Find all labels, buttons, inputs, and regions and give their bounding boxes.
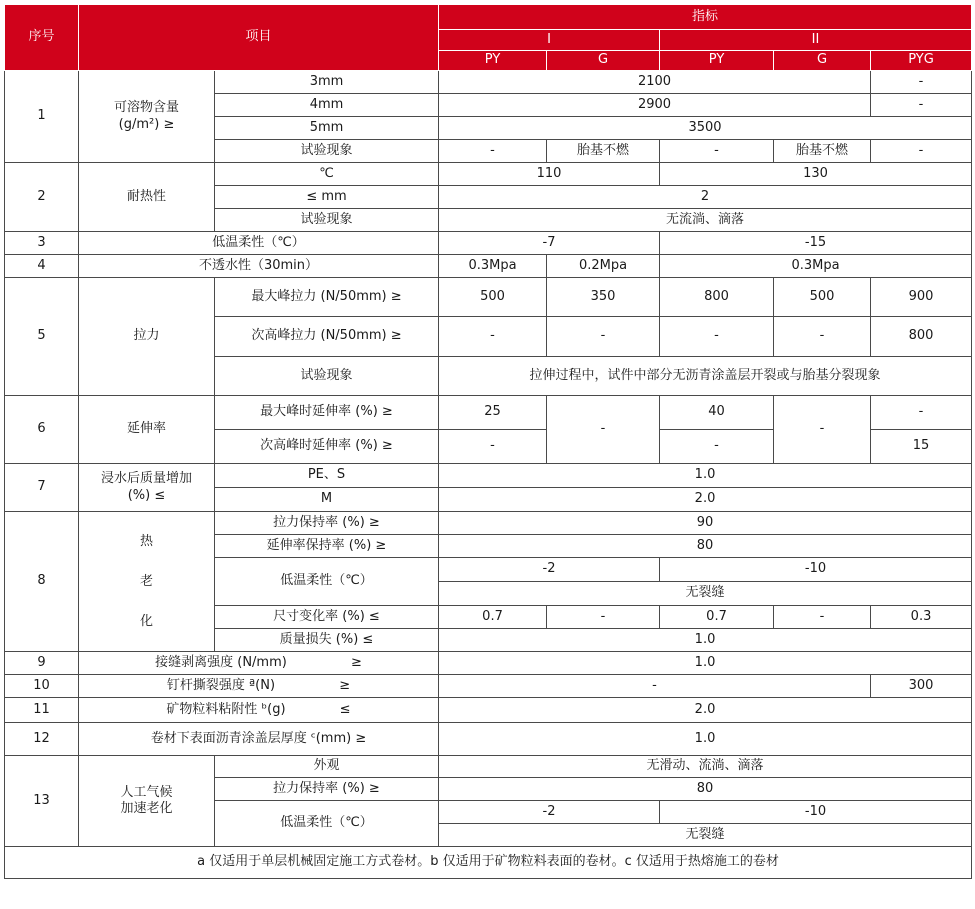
row-item: 拉力保持率 (%) ≥ (215, 512, 439, 535)
cell-value: 2.0 (439, 488, 972, 512)
cell-value: 无滑动、流淌、滴落 (439, 756, 972, 778)
cell-value: - (660, 140, 774, 163)
cell-value: - (660, 430, 774, 464)
row-label: 拉力 (79, 278, 215, 396)
label-char: 热 (139, 533, 153, 549)
cell-value: - (439, 140, 547, 163)
cell-value: - (547, 606, 660, 629)
cell-value: 350 (547, 278, 660, 317)
cell-value: -15 (660, 232, 972, 255)
label-line: 可溶物含量 (113, 100, 179, 116)
cell-value: 0.7 (660, 606, 774, 629)
footnote: a 仅适用于单层机械固定施工方式卷材。b 仅适用于矿物粒料表面的卷材。c 仅适用于热熔施工的卷材 (5, 847, 972, 879)
cell-value: -2 (439, 558, 660, 582)
cell-value: - (871, 140, 972, 163)
row-item: 拉力保持率 (%) ≥ (215, 778, 439, 801)
cell-value: 2900 (439, 94, 871, 117)
table-row (5, 255, 972, 278)
header-type-pyg: PYG (871, 51, 972, 71)
row-item: 3mm (215, 71, 439, 94)
row-item: M (215, 488, 439, 512)
cell-value: 2.0 (439, 698, 972, 723)
row-label (79, 652, 439, 675)
table-row (5, 71, 972, 94)
label-line: 人工气候 (120, 784, 173, 800)
row-item: 延伸率保持率 (%) ≥ (215, 535, 439, 558)
row-label (79, 512, 215, 652)
row-item: ℃ (215, 163, 439, 186)
cell-value: - (774, 606, 871, 629)
header-indicator: 指标 (439, 5, 972, 30)
cell-value: 0.2Mpa (547, 255, 660, 278)
row-seq: 1 (5, 71, 79, 163)
row-label (79, 464, 215, 512)
row-label: 耐热性 (79, 163, 215, 232)
label-line: 浸水后质量增加 (100, 471, 192, 487)
table-row (5, 512, 972, 535)
row-item: 质量损失 (%) ≤ (215, 629, 439, 652)
row-item: 低温柔性（℃） (215, 801, 439, 847)
table-row (5, 652, 972, 675)
cell-value: - (871, 396, 972, 430)
row-seq: 12 (5, 723, 79, 756)
label-line: (g/m²) ≥ (118, 116, 175, 132)
row-seq: 13 (5, 756, 79, 847)
cell-value: 80 (439, 535, 972, 558)
row-item: 试验现象 (215, 209, 439, 232)
header-type-py-1: PY (439, 51, 547, 71)
table-row (5, 396, 972, 430)
cell-value: 胎基不燃 (774, 140, 871, 163)
cell-value: 0.3 (871, 606, 972, 629)
table-row (5, 723, 972, 756)
cell-value: -7 (439, 232, 660, 255)
header-type-g-1: G (547, 51, 660, 71)
row-item: 尺寸变化率 (%) ≤ (215, 606, 439, 629)
row-label: 低温柔性（℃） (79, 232, 439, 255)
row-item: ≤ mm (215, 186, 439, 209)
header-group-i: I (439, 30, 660, 51)
row-seq: 5 (5, 278, 79, 396)
cell-value: - (871, 71, 972, 94)
cell-value: 1.0 (439, 464, 972, 488)
cell-value: 0.3Mpa (439, 255, 547, 278)
table-row (5, 698, 972, 723)
cell-value: 900 (871, 278, 972, 317)
cell-value: 2 (439, 186, 972, 209)
table-footer (5, 847, 972, 879)
row-seq: 3 (5, 232, 79, 255)
cell-value: 90 (439, 512, 972, 535)
row-seq: 8 (5, 512, 79, 652)
row-item: 次高峰时延伸率 (%) ≥ (215, 430, 439, 464)
cell-value: 800 (871, 317, 972, 357)
cell-value: - (439, 317, 547, 357)
row-item: 4mm (215, 94, 439, 117)
row-seq: 7 (5, 464, 79, 512)
cell-value: 1.0 (439, 629, 972, 652)
label-sym: ≥ (350, 654, 362, 670)
table-row (5, 232, 972, 255)
cell-value: - (774, 396, 871, 464)
row-seq: 9 (5, 652, 79, 675)
row-label: 不透水性（30min） (79, 255, 439, 278)
label-char: 化 (139, 613, 153, 629)
table-row (5, 756, 972, 778)
cell-value: 40 (660, 396, 774, 430)
label-line: (%) ≤ (127, 487, 166, 503)
header-type-g-2: G (774, 51, 871, 71)
row-item: 外观 (215, 756, 439, 778)
cell-value: 0.3Mpa (660, 255, 972, 278)
cell-value: -10 (660, 801, 972, 824)
cell-value: 胎基不燃 (547, 140, 660, 163)
label-text: 钉杆撕裂强度 ª(N) (166, 677, 276, 693)
cell-value: - (660, 317, 774, 357)
header-type-py-2: PY (660, 51, 774, 71)
cell-value: 1.0 (439, 723, 972, 756)
label-text: 接缝剥离强度 (N/mm) (155, 654, 287, 670)
row-item: 试验现象 (215, 140, 439, 163)
cell-value: - (439, 430, 547, 464)
cell-value: 300 (871, 675, 972, 698)
row-label (79, 698, 439, 723)
cell-value: 无裂缝 (439, 824, 972, 847)
cell-value: - (547, 396, 660, 464)
row-label: 卷材下表面沥青涂盖层厚度 ᶜ(mm) ≥ (79, 723, 439, 756)
header-seq: 序号 (5, 5, 79, 71)
row-item: 低温柔性（℃） (215, 558, 439, 606)
cell-value: 130 (660, 163, 972, 186)
table-row (5, 278, 972, 317)
cell-value: 500 (774, 278, 871, 317)
cell-value: 800 (660, 278, 774, 317)
cell-value: 无流淌、滴落 (439, 209, 972, 232)
row-item: 最大峰时延伸率 (%) ≥ (215, 396, 439, 430)
row-label (79, 756, 215, 847)
cell-value: 25 (439, 396, 547, 430)
cell-value: 15 (871, 430, 972, 464)
cell-value: - (439, 675, 871, 698)
header-item: 项目 (79, 5, 439, 71)
table-body (5, 71, 972, 847)
cell-value: -10 (660, 558, 972, 582)
table-row (5, 464, 972, 488)
row-seq: 6 (5, 396, 79, 464)
cell-value: 500 (439, 278, 547, 317)
row-item: 5mm (215, 117, 439, 140)
cell-value: - (547, 317, 660, 357)
row-label (79, 675, 439, 698)
label-sym: ≤ (339, 701, 351, 717)
cell-value: 3500 (439, 117, 972, 140)
row-label (79, 71, 215, 163)
cell-value: 0.7 (439, 606, 547, 629)
label-line: 加速老化 (120, 801, 173, 816)
cell-value: -2 (439, 801, 660, 824)
label-text: 矿物粒料粘附性 ᵇ(g) (166, 701, 286, 717)
table-row (5, 675, 972, 698)
table-header (5, 5, 972, 71)
row-item: 最大峰拉力 (N/50mm) ≥ (215, 278, 439, 317)
cell-value: 80 (439, 778, 972, 801)
table-row (5, 163, 972, 186)
cell-value: - (871, 94, 972, 117)
row-item: 试验现象 (215, 357, 439, 396)
row-seq: 10 (5, 675, 79, 698)
label-char: 老 (139, 573, 153, 589)
cell-value: 拉伸过程中，试件中部分无沥青涂盖层开裂或与胎基分裂现象 (439, 357, 972, 396)
row-label: 延伸率 (79, 396, 215, 464)
row-seq: 4 (5, 255, 79, 278)
row-item: 次高峰拉力 (N/50mm) ≥ (215, 317, 439, 357)
cell-value: 2100 (439, 71, 871, 94)
header-group-ii: II (660, 30, 972, 51)
row-seq: 11 (5, 698, 79, 723)
row-item: PE、S (215, 464, 439, 488)
cell-value: 110 (439, 163, 660, 186)
label-sym: ≥ (339, 677, 351, 693)
spec-table (4, 4, 972, 879)
cell-value: 1.0 (439, 652, 972, 675)
cell-value: - (774, 317, 871, 357)
cell-value: 无裂缝 (439, 582, 972, 606)
row-seq: 2 (5, 163, 79, 232)
